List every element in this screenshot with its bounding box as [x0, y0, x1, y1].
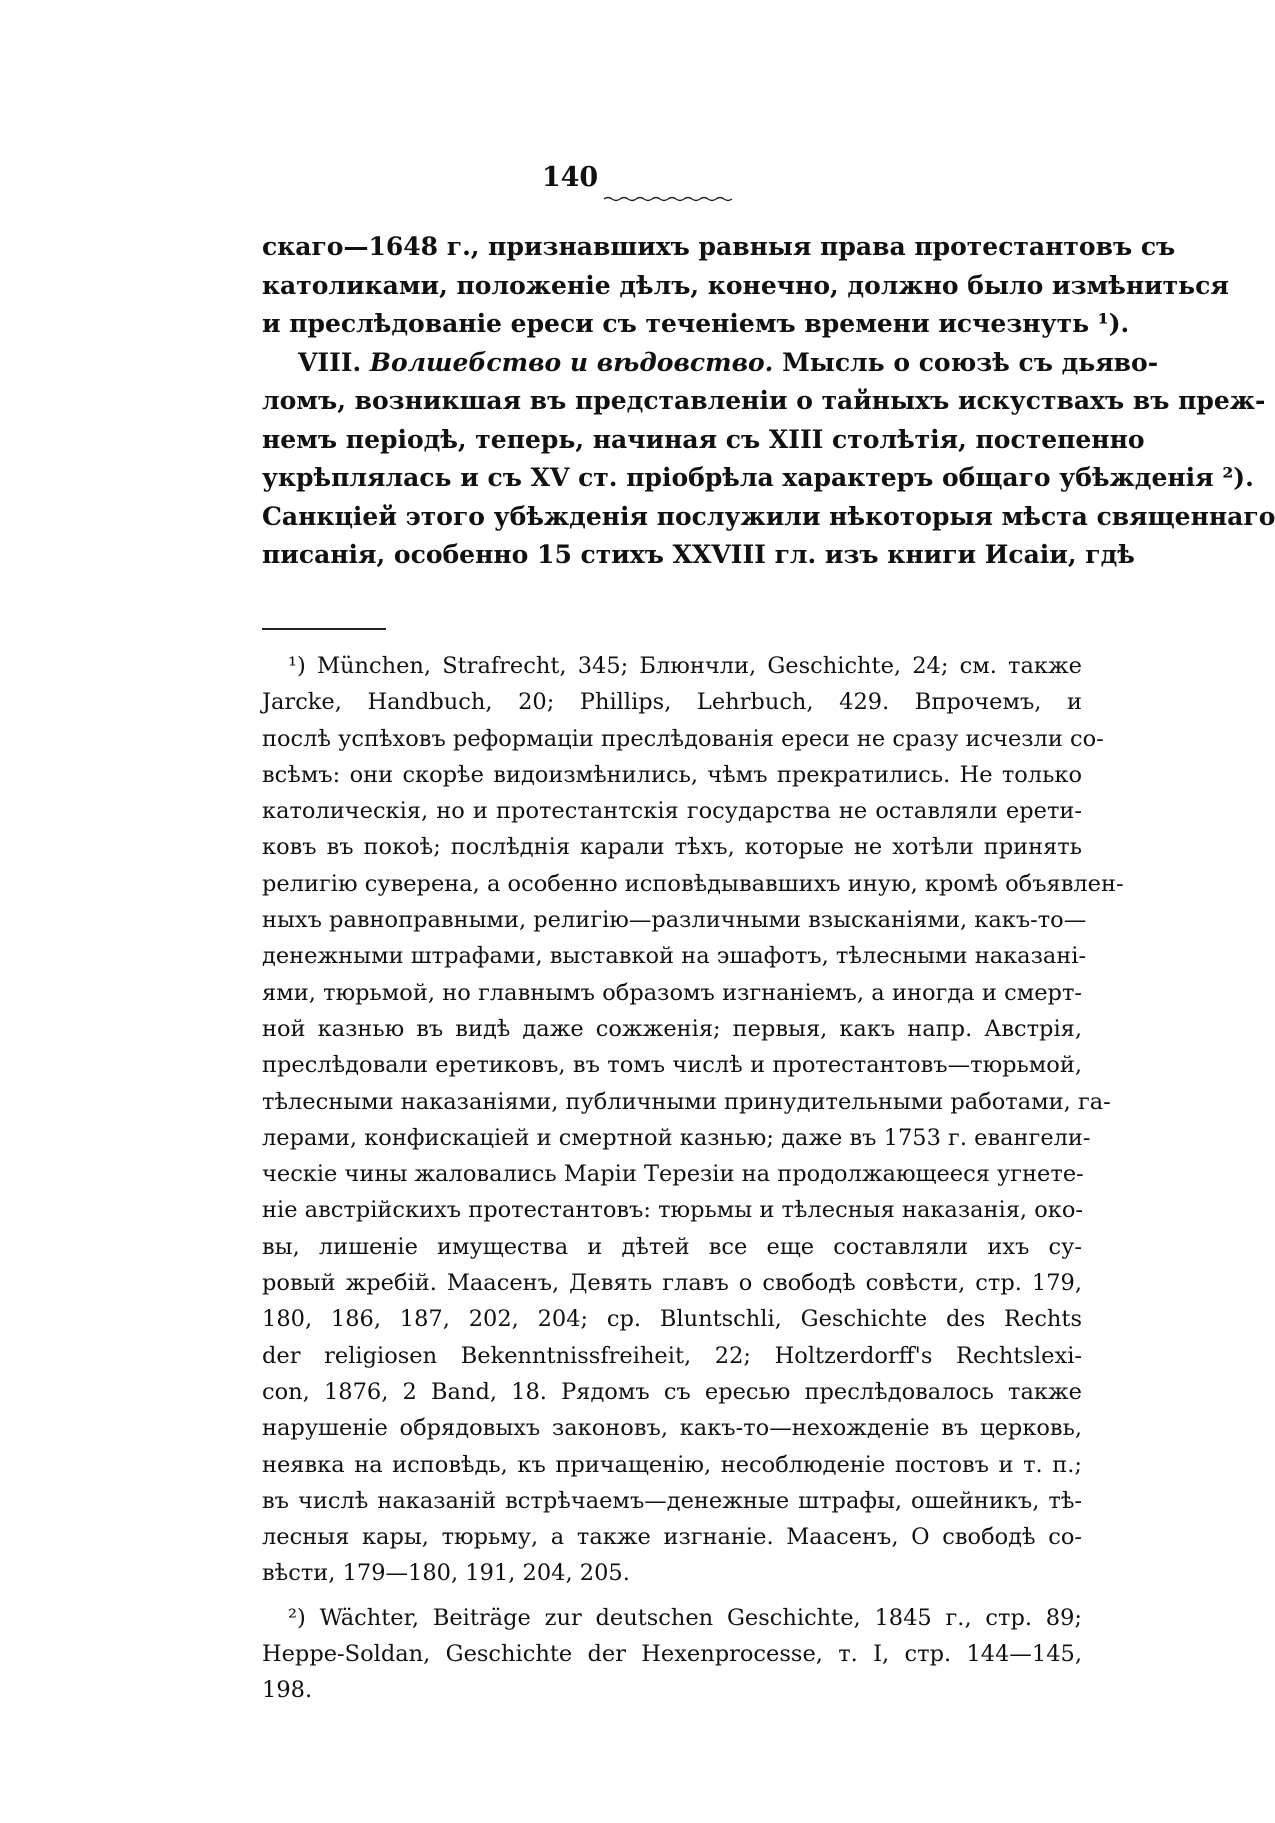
section-title: Волшебство и вѣдовство.: [369, 347, 774, 377]
footnote-1-line: тѣлесными наказаніями, публичными принудительными работами, га-: [262, 1088, 1111, 1115]
footnote-1-line: ной казнью въ видѣ даже сожженія; первыя, какъ напр. Австрія,: [262, 1015, 1082, 1042]
main-text-line: католиками, положеніе дѣлъ, конечно, должно было измѣниться: [262, 270, 1229, 300]
footnote-1-line: въ числѣ наказаній встрѣчаемъ—денежные штрафы, ошейникъ, тѣ-: [262, 1487, 1082, 1514]
section-heading-line: VIII. Волшебство и вѣдовство. Мысль о союзѣ съ дьяво-: [298, 347, 1159, 377]
footnote-1-line: вѣсти, 179—180, 191, 204, 205.: [262, 1560, 630, 1587]
footnote-separator: [262, 628, 386, 630]
footnote-1-line: der religiosen Bekenntnissfreiheit, 22; Holtzerdorff's Rechtslexi-: [262, 1342, 1082, 1369]
footnote-1-line: преслѣдовали еретиковъ, въ томъ числѣ и протестантовъ—тюрьмой,: [262, 1052, 1082, 1079]
footnote-1-line: вы, лишеніе имущества и дѣтей все еще составляли ихъ су-: [262, 1233, 1082, 1260]
footnote-1-line: con, 1876, 2 Band, 18. Рядомъ съ ересью преслѣдовалось также: [262, 1378, 1082, 1405]
footnote-1-line: ческіе чины жаловались Маріи Терезіи на продолжающееся угнете-: [262, 1161, 1084, 1188]
main-text-line: писанія, особенно 15 стихъ XXVIII гл. изъ книги Исаіи, гдѣ: [262, 540, 1135, 569]
footnote-2-line: ²) Wächter, Beiträge zur deutschen Geschichte, 1845 г., стр. 89;: [288, 1604, 1082, 1631]
footnote-1-line: ¹) München, Strafrecht, 345; Блюнчли, Geschichte, 24; см. также: [288, 653, 1082, 679]
footnote-1-line: ніе австрійскихъ протестантовъ: тюрьмы и тѣлесныя наказанія, око-: [262, 1197, 1083, 1224]
footnote-1-line: ями, тюрьмой, но главнымъ образомъ изгнаніемъ, а иногда и смерт-: [262, 979, 1082, 1006]
footnote-gap: [262, 1592, 1082, 1600]
footnote-1-line: лерами, конфискаціей и смертной казнью; даже въ 1753 г. евангели-: [262, 1124, 1091, 1151]
footnote-1-line: религію суверена, а особенно исповѣдывавшихъ иную, кромѣ объявлен-: [262, 870, 1124, 897]
footnote-1-line: всѣмъ: они скорѣе видоизмѣнились, чѣмъ прекратились. Не только: [262, 761, 1082, 788]
footnote-1-line: лесныя кары, тюрьму, а также изгнаніе. Маасенъ, О свободѣ со-: [262, 1524, 1082, 1551]
page-number: 140: [541, 162, 599, 193]
footnote-1-line: ковъ въ покоѣ; послѣднія карали тѣхъ, которые не хотѣли принять: [262, 834, 1082, 861]
footnote-1-line: католическія, но и протестантскія государства не оставляли ерети-: [262, 798, 1082, 825]
footnote-1-line: денежными штрафами, выставкой на эшафотъ, тѣлесными наказані-: [262, 943, 1087, 970]
main-text-line: укрѣплялась и съ XV ст. пріобрѣла характеръ общаго убѣжденія ²).: [262, 463, 1254, 492]
footnote-1-line: Jarcke, Handbuch, 20; Phillips, Lehrbuch, 429. Впрочемъ, и: [262, 689, 1082, 716]
footnotes: [262, 648, 1124, 1709]
footnote-1-line: ровый жребій. Маасенъ, Девять главъ о свободѣ совѣсти, стр. 179,: [262, 1270, 1082, 1297]
footnote-1-line: неявка на исповѣдь, къ причащенію, несоблюденіе постовъ и т. п.;: [262, 1451, 1082, 1478]
main-text-line: немъ періодѣ, теперь, начиная съ XIII столѣтія, постепенно: [262, 424, 1145, 454]
page-number-ornament: [604, 196, 732, 202]
footnote-1-line: нарушеніе обрядовыхъ законовъ, какъ-то—нехожденіе въ церковь,: [262, 1415, 1082, 1442]
main-text-line: Санкціей этого убѣжденія послужили нѣкоторыя мѣста священнаго: [262, 501, 1275, 531]
footnote-1-line: послѣ успѣховъ реформаціи преслѣдованія ереси не сразу исчезли со-: [262, 725, 1104, 752]
footnote-1-line: ныхъ равноправными, религію—различными взысканіями, какъ-то—: [262, 907, 1087, 934]
footnote-2-line: 198.: [262, 1677, 313, 1704]
footnote-1-line: 180, 186, 187, 202, 204; ср. Bluntschli, Geschichte des Rechts: [262, 1306, 1082, 1333]
main-text-line: и преслѣдованіе ереси съ теченіемъ времени исчезнуть ¹).: [262, 309, 1130, 338]
footnote-2-line: Heppe-Soldan, Geschichte der Hexenprocesse, т. I, стр. 144—145,: [262, 1641, 1082, 1668]
main-text: [262, 228, 1275, 575]
main-text-line: скаго—1648 г., признавшихъ равныя права протестантовъ съ: [262, 232, 1176, 261]
main-text-line: ломъ, возникшая въ представленіи о тайныхъ искуствахъ въ преж-: [262, 386, 1266, 415]
